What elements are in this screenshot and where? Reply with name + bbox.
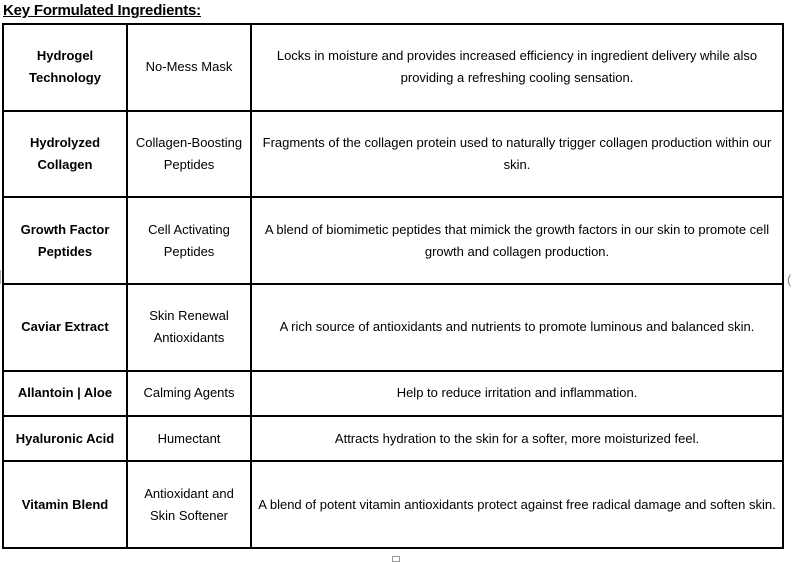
ingredient-category: Skin Renewal Antioxidants bbox=[127, 284, 251, 371]
left-edge-marker bbox=[0, 270, 4, 284]
table-row bbox=[3, 416, 783, 461]
ingredient-category: No-Mess Mask bbox=[127, 24, 251, 111]
ingredient-name: Hydrolyzed Collagen bbox=[3, 111, 127, 198]
right-edge-marker: ( bbox=[787, 272, 792, 287]
page-heading: Key Formulated Ingredients: bbox=[3, 2, 201, 19]
table-resize-handle[interactable] bbox=[392, 556, 400, 562]
ingredient-name: Growth Factor Peptides bbox=[3, 197, 127, 284]
ingredient-category: Antioxidant and Skin Softener bbox=[127, 461, 251, 548]
ingredient-name: Hyaluronic Acid bbox=[3, 416, 127, 461]
table-row bbox=[3, 24, 783, 111]
table-row bbox=[3, 197, 783, 284]
ingredient-name: Hydrogel Technology bbox=[3, 24, 127, 111]
ingredient-category: Collagen-Boosting Peptides bbox=[127, 111, 251, 198]
ingredient-description: A blend of biomimetic peptides that mimick the growth factors in our skin to promote cell growth and collagen production. bbox=[251, 197, 783, 284]
ingredients-table bbox=[2, 23, 784, 549]
ingredient-category: Humectant bbox=[127, 416, 251, 461]
ingredient-description: Locks in moisture and provides increased efficiency in ingredient delivery while also providing a refreshing cooling sensation. bbox=[251, 24, 783, 111]
table-row bbox=[3, 111, 783, 198]
ingredient-description: A blend of potent vitamin antioxidants protect against free radical damage and soften skin. bbox=[251, 461, 783, 548]
ingredient-description: Attracts hydration to the skin for a softer, more moisturized feel. bbox=[251, 416, 783, 461]
ingredient-description: Help to reduce irritation and inflammation. bbox=[251, 371, 783, 416]
ingredient-category: Cell Activating Peptides bbox=[127, 197, 251, 284]
ingredient-description: A rich source of antioxidants and nutrients to promote luminous and balanced skin. bbox=[251, 284, 783, 371]
ingredient-name: Vitamin Blend bbox=[3, 461, 127, 548]
table-row bbox=[3, 461, 783, 548]
ingredient-name: Allantoin | Aloe bbox=[3, 371, 127, 416]
ingredient-name: Caviar Extract bbox=[3, 284, 127, 371]
table-row bbox=[3, 371, 783, 416]
ingredient-category: Calming Agents bbox=[127, 371, 251, 416]
ingredient-description: Fragments of the collagen protein used to naturally trigger collagen production within our skin. bbox=[251, 111, 783, 198]
table-row bbox=[3, 284, 783, 371]
